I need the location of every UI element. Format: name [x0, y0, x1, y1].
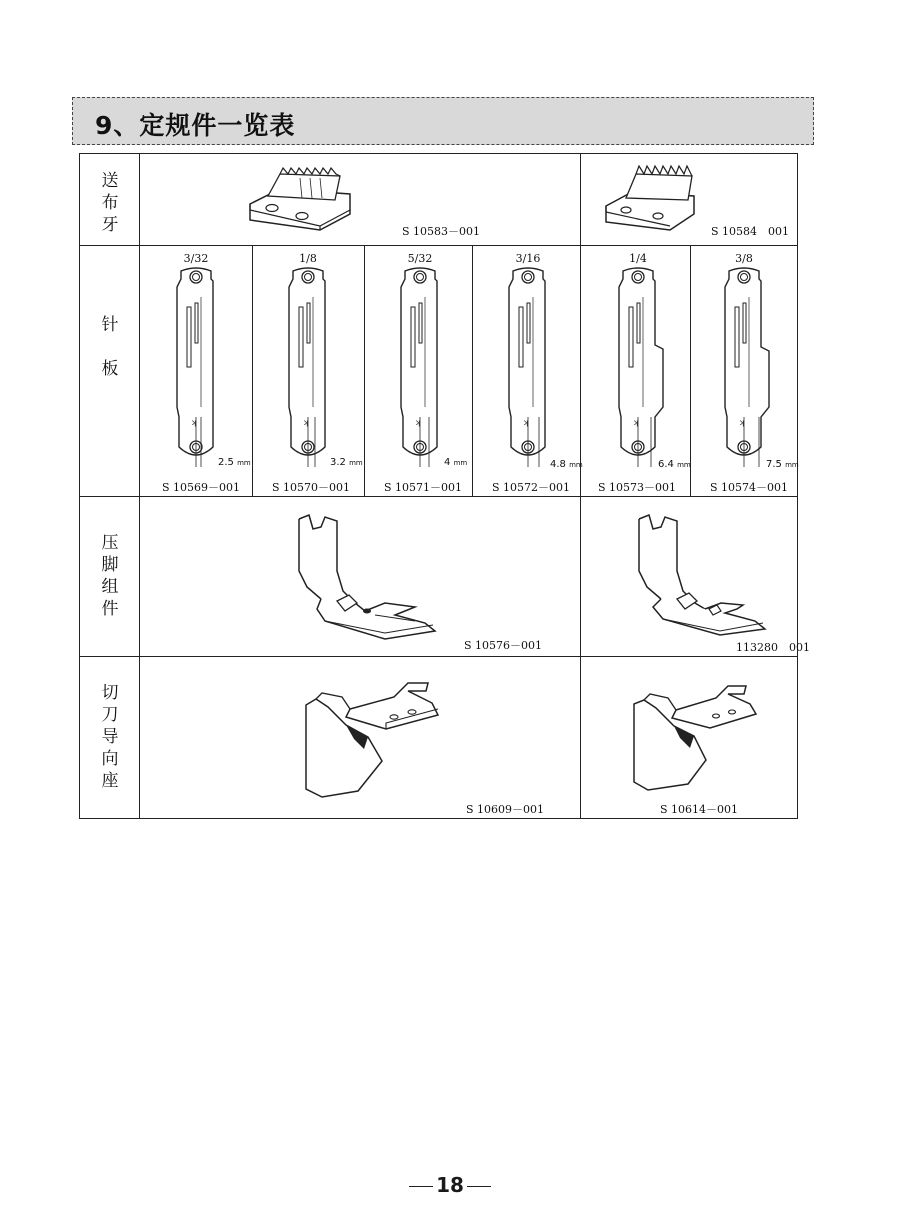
part-number: S 10609－001	[466, 803, 545, 816]
page-number	[400, 1173, 500, 1197]
part-number: S 10583－001	[402, 225, 481, 238]
parts-table	[79, 153, 810, 819]
svg-text:ʞ: ʞ	[303, 418, 309, 427]
row-divider	[80, 496, 797, 497]
needle-plate-drawing	[263, 267, 353, 467]
column-divider	[364, 245, 365, 496]
part-number: S 10572－001	[492, 481, 571, 494]
part-number: S 10569－001	[162, 481, 241, 494]
gauge-label: 3.2 mm	[330, 457, 363, 468]
needle-plate-drawing	[151, 267, 241, 467]
page-number-rule	[467, 1186, 491, 1187]
page-number-value: 18	[436, 1173, 464, 1197]
needle-plate-size: 5/32	[407, 252, 433, 265]
part-number: S 10574－001	[710, 481, 789, 494]
needle-plate-drawing	[699, 267, 789, 467]
row-label-presser-foot: 压 脚 组 件	[101, 533, 119, 619]
row-divider	[80, 656, 797, 657]
part-number: S 10614－001	[660, 803, 739, 816]
part-number: S 10571－001	[384, 481, 463, 494]
column-divider	[580, 154, 581, 818]
row-label-needle-plate: 针 板	[101, 315, 119, 379]
page-number-rule	[409, 1186, 433, 1187]
needle-plate-size: 1/4	[629, 252, 647, 265]
needle-plate-drawing	[593, 267, 683, 467]
section-title: 9、定规件一览表	[95, 111, 296, 140]
knife-guide-drawing	[298, 669, 458, 804]
svg-text:ʞ: ʞ	[191, 418, 197, 427]
gauge-label: 4.8 mm	[550, 459, 583, 470]
presser-foot-drawing	[285, 511, 445, 646]
needle-plate-size: 3/16	[515, 252, 541, 265]
column-divider	[252, 245, 253, 496]
needle-plate-size: 3/32	[183, 252, 209, 265]
gauge-label: 7.5 mm	[766, 459, 799, 470]
column-divider	[472, 245, 473, 496]
gauge-label: 2.5 mm	[218, 457, 251, 468]
needle-plate-size: 1/8	[299, 252, 317, 265]
feed-dog-drawing	[602, 160, 722, 240]
presser-foot-drawing	[625, 511, 775, 646]
needle-plate-drawing	[483, 267, 573, 467]
gauge-label: 6.4 mm	[658, 459, 691, 470]
svg-text:ʞ: ʞ	[523, 418, 529, 427]
svg-text:ʞ: ʞ	[415, 418, 421, 427]
part-number: S 10584 001	[711, 225, 790, 238]
part-number: 113280 001	[736, 641, 810, 654]
row-label-knife-guide: 切 刀 导 向 座	[101, 683, 119, 791]
part-number: S 10576－001	[464, 639, 543, 652]
svg-text:ʞ: ʞ	[633, 418, 639, 427]
knife-guide-drawing	[628, 674, 768, 799]
section-title-box	[72, 97, 814, 145]
needle-plate-drawing	[375, 267, 468, 468]
part-number: S 10573－001	[598, 481, 677, 494]
row-label-feed-dog: 送 布 牙	[101, 171, 119, 235]
needle-plate-size: 3/8	[735, 252, 753, 265]
svg-text:ʞ: ʞ	[739, 418, 745, 427]
part-number: S 10570－001	[272, 481, 351, 494]
gauge-label: 4 mm	[444, 457, 468, 468]
